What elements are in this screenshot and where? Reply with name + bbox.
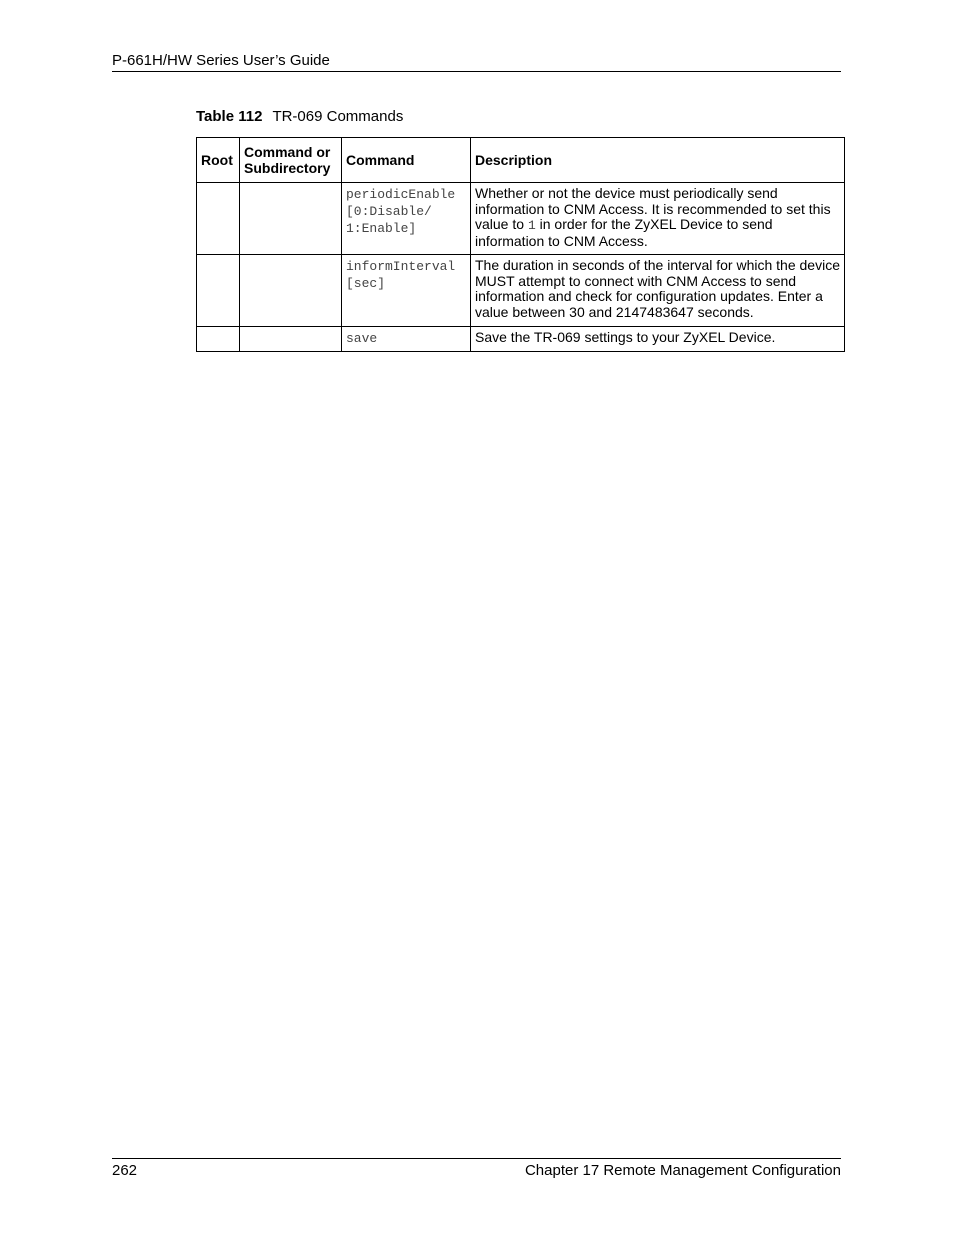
cell-subdirectory	[240, 255, 342, 327]
cell-command	[342, 255, 471, 327]
table-caption-title: TR-069 Commands	[272, 108, 404, 125]
cell-root	[197, 183, 240, 255]
command-line: [0:Disable/	[346, 204, 432, 219]
command-line: periodicEnable	[346, 187, 456, 202]
page-number: 262	[112, 1162, 138, 1179]
command-line: 1:Enable]	[346, 221, 417, 236]
table-caption	[196, 108, 403, 125]
table-row	[197, 327, 845, 352]
description-inline-code: 1	[527, 218, 536, 234]
cell-description: The duration in seconds of the interval for which the device MUST attempt to connect with CNM Access to send information and check for configuration updates. Enter a value between 30 and 2147483647 seconds.	[471, 255, 845, 327]
column-header-command: Command	[342, 138, 471, 183]
cell-description: Save the TR-069 settings to your ZyXEL Device.	[471, 327, 845, 352]
cell-command	[342, 327, 471, 352]
description-text: Whether or not the device must periodically send information to CNM Access. It is recommended to set this value to	[475, 185, 831, 233]
table-caption-label: Table 112	[196, 108, 263, 125]
column-header-subdirectory: Command or Subdirectory	[240, 138, 342, 183]
command-line: informInterval	[346, 259, 456, 274]
cell-root	[197, 327, 240, 352]
table-header-row	[197, 138, 845, 183]
command-line: [sec]	[346, 276, 386, 291]
header-rule	[112, 71, 841, 72]
cell-command	[342, 183, 471, 255]
footer-rule	[112, 1158, 841, 1159]
command-line: save	[346, 331, 378, 346]
cell-root	[197, 255, 240, 327]
description-text: in order for the ZyXEL Device to send information to CNM Access.	[475, 216, 773, 249]
cell-subdirectory	[240, 183, 342, 255]
column-header-root: Root	[197, 138, 240, 183]
chapter-title: Chapter 17 Remote Management Configuration	[524, 1162, 841, 1179]
tr069-commands-table	[196, 137, 845, 352]
column-header-description: Description	[471, 138, 845, 183]
table-row	[197, 255, 845, 327]
table-row	[197, 183, 845, 255]
cell-description	[471, 183, 845, 255]
running-header: P-661H/HW Series User’s Guide	[112, 52, 330, 69]
cell-subdirectory	[240, 327, 342, 352]
